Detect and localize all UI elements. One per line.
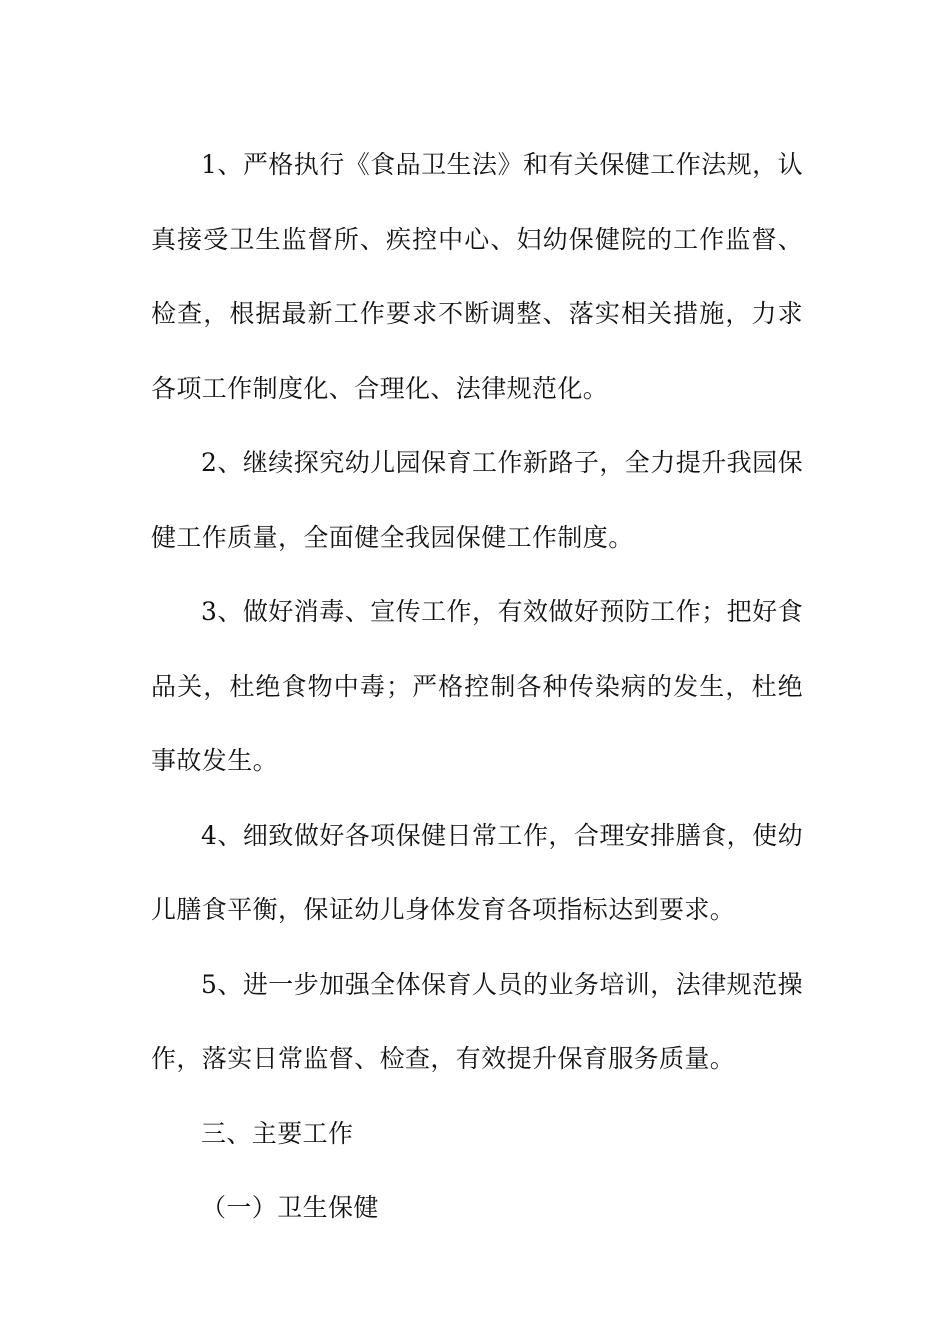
paragraph-2: 2、继续探究幼儿园保育工作新路子，全力提升我园保健工作质量，全面健全我园保健工作制度。 (151, 448, 803, 552)
section-heading: 三、主要工作 (201, 1118, 354, 1148)
paragraph-4: 4、细致做好各项保健日常工作，合理安排膳食，使幼儿膳食平衡，保证幼儿身体发育各项指标达到要求。 (151, 820, 803, 924)
paragraph-3: 3、做好消毒、宣传工作，有效做好预防工作；把好食品关，杜绝食物中毒；严格控制各种传染病的发生，杜绝事故发生。 (151, 597, 803, 775)
document-body (151, 128, 803, 1246)
paragraph-1: 1、严格执行《食品卫生法》和有关保健工作法规，认真接受卫生监督所、疾控中心、妇幼保健院的工作监督、检查，根据最新工作要求不断调整、落实相关措施，力求各项工作制度化、合理化、法律规范化。 (151, 150, 803, 403)
paragraph-5: 5、进一步加强全体保育人员的业务培训，法律规范操作，落实日常监督、检查，有效提升保育服务质量。 (151, 969, 803, 1073)
subsection-heading: （一）卫生保健 (201, 1193, 379, 1222)
